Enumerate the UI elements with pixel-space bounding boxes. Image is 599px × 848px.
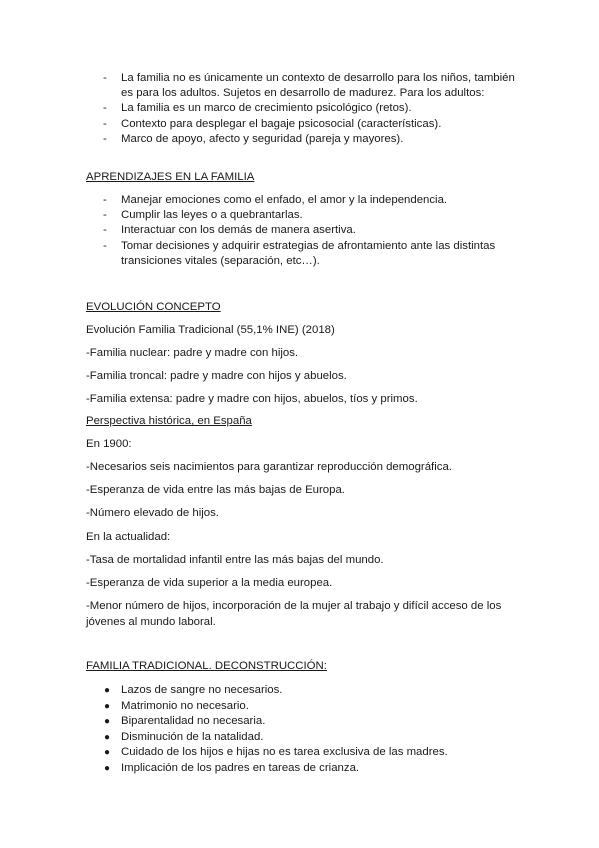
paragraph: -Familia extensa: padre y madre con hijos, abuelos, tíos y primos. (86, 393, 418, 405)
list-item-text: Interactuar con los demás de manera asertiva. (121, 224, 356, 237)
list-item-text: Implicación de los padres en tareas de crianza. (121, 761, 360, 774)
list-item-text: Marco de apoyo, afecto y seguridad (pareja y mayores). (121, 132, 404, 145)
bullet-icon: ● (104, 700, 111, 712)
paragraph: -Necesarios seis nacimientos para garantizar reproducción demográfica. (86, 461, 452, 473)
list-marker: - (103, 209, 107, 222)
list-item (0, 208, 599, 223)
list-marker: - (103, 72, 107, 84)
bullet-icon: ● (104, 731, 111, 743)
list-item-text: La familia no es únicamente un contexto de desarrollo para los niños, también es para los adultos. Sujetos en desarrollo de madurez. Para los adultos: (121, 72, 515, 100)
list-marker: - (103, 239, 107, 252)
list-item-text: Cuidado de los hijos e hijas no es tarea exclusiva de las madres. (121, 746, 448, 759)
list-item-text: Matrimonio no necesario. (121, 699, 249, 712)
paragraph: En 1900: (86, 438, 132, 450)
paragraph: Evolución Familia Tradicional (55,1% INE) (2018) (86, 324, 335, 336)
paragraph: -Esperanza de vida superior a la media europea. (86, 577, 333, 589)
list-item (0, 745, 599, 761)
list-item-text: Biparentalidad no necesaria. (121, 715, 266, 728)
list-item-text: Disminución de la natalidad. (121, 730, 264, 743)
list-marker: - (103, 132, 107, 145)
section-heading-evolucion: EVOLUCIÓN CONCEPTO (86, 301, 221, 313)
list-marker: - (103, 117, 107, 130)
list-item-text: Manejar emociones como el enfado, el amor y la independencia. (121, 194, 448, 206)
list-item-text: Lazos de sangre no necesarios. (121, 684, 283, 696)
section-heading-aprendizajes: APRENDIZAJES EN LA FAMILIA (86, 171, 255, 183)
bullet-icon: ● (104, 747, 111, 759)
paragraph: -Esperanza de vida entre las más bajas de Europa. (86, 484, 345, 496)
list-item-text: Tomar decisiones y adquirir estrategias de afrontamiento ante las distintas transiciones vitales (separación, etc…). (121, 239, 496, 267)
list-item-text: Contexto para desplegar el bagaje psicosocial (características). (121, 117, 442, 130)
list-item (0, 699, 599, 715)
paragraph: -Familia nuclear: padre y madre con hijos. (86, 347, 299, 359)
subheading-perspectiva: Perspectiva histórica, en España (86, 415, 252, 427)
list-marker: - (103, 102, 107, 115)
section-heading-deconstruccion: FAMILIA TRADICIONAL. DECONSTRUCCIÓN: (86, 660, 327, 672)
list-item (0, 683, 599, 699)
paragraph: -Familia troncal: padre y madre con hijos y abuelos. (86, 370, 347, 382)
list-item (0, 101, 599, 116)
bullet-icon: ● (104, 762, 111, 774)
paragraph: -Tasa de mortalidad infantil entre las más bajas del mundo. (86, 554, 384, 566)
list-item (0, 71, 599, 101)
list-item (0, 761, 599, 777)
list-item-text: La familia es un marco de crecimiento psicológico (retos). (121, 102, 412, 115)
list-item (0, 714, 599, 730)
list-item (0, 193, 599, 208)
deconstruccion-list (0, 683, 599, 777)
paragraph: -Menor número de hijos, incorporación de la mujer al trabajo y difícil acceso de los jóvenes al mundo laboral. (86, 600, 502, 628)
aprendizajes-list (0, 193, 599, 269)
list-item (0, 117, 599, 132)
bullet-icon: ● (104, 685, 111, 696)
list-item (0, 730, 599, 746)
list-marker: - (103, 194, 107, 206)
bullet-icon: ● (104, 716, 111, 728)
paragraph: En la actualidad: (86, 531, 171, 543)
list-item (0, 223, 599, 238)
list-item (0, 239, 599, 269)
paragraph: -Número elevado de hijos. (86, 507, 219, 519)
list-item (0, 132, 599, 147)
intro-list (0, 71, 599, 147)
list-item-text: Cumplir las leyes o a quebrantarlas. (121, 209, 303, 222)
list-marker: - (103, 224, 107, 237)
